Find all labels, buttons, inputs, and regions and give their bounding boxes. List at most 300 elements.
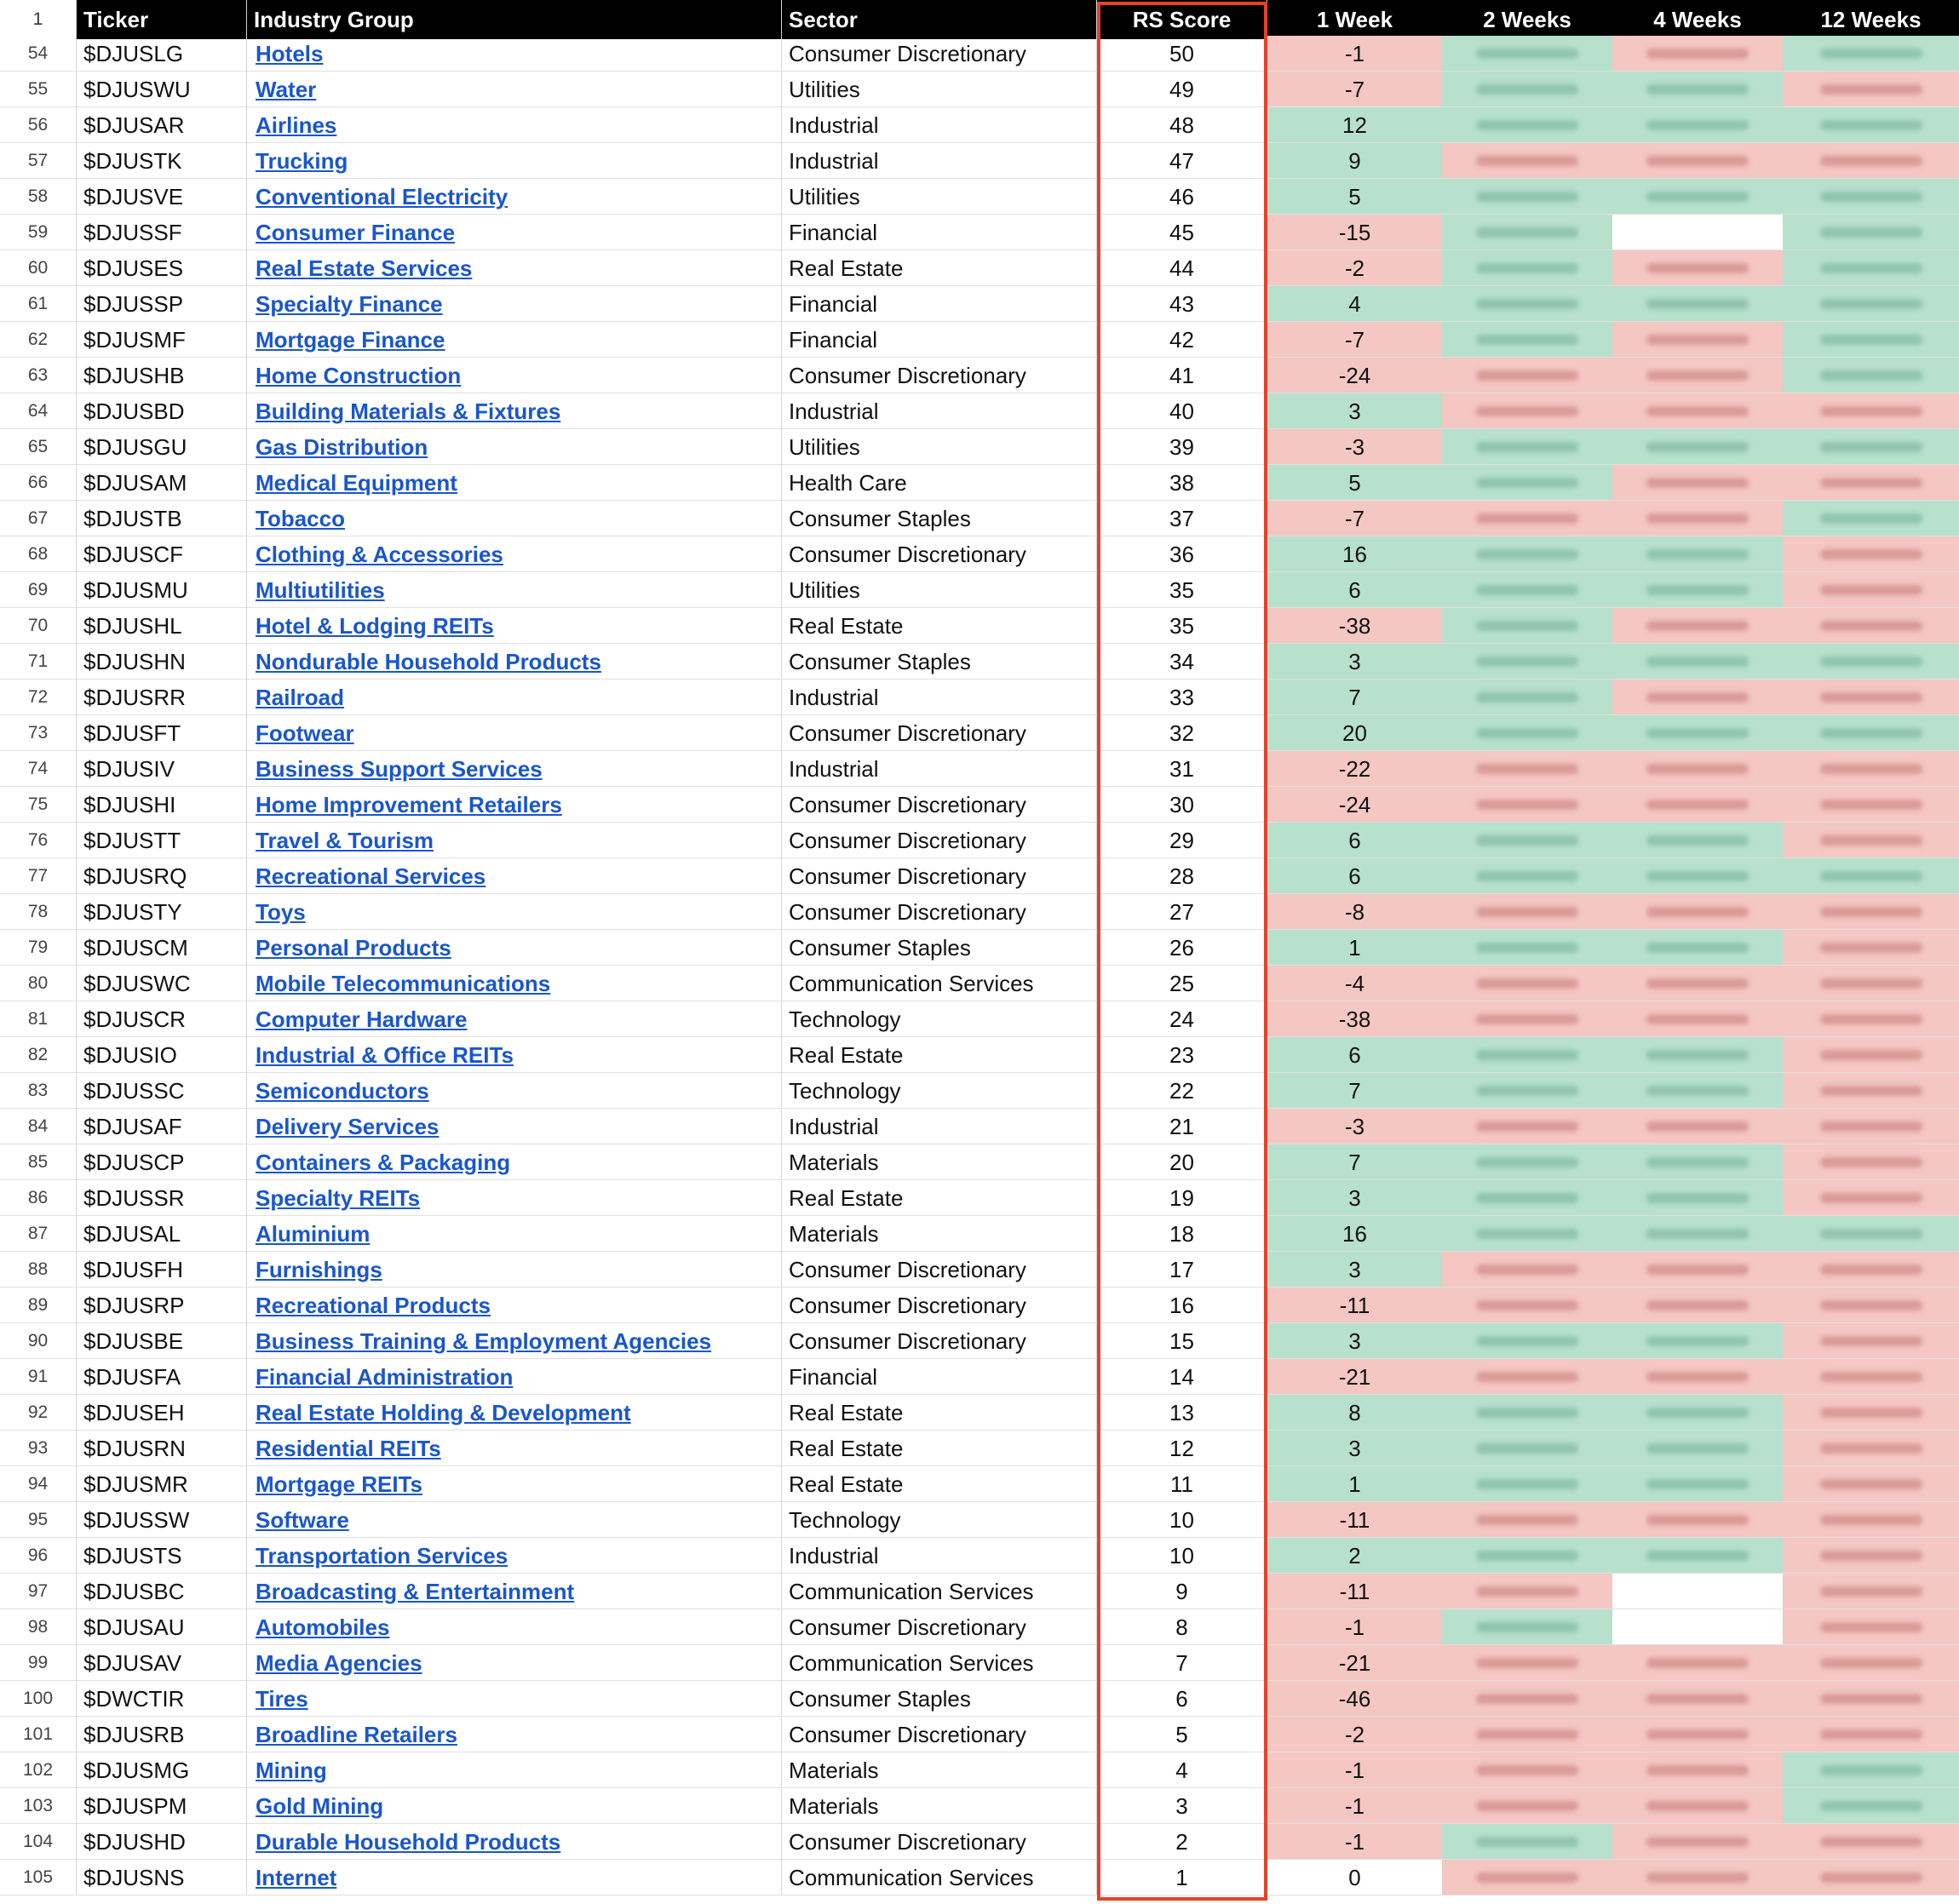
industry-group-cell[interactable]: [247, 1395, 782, 1431]
rs-score-cell[interactable]: 42: [1097, 322, 1267, 358]
sector-cell[interactable]: Real Estate: [782, 1431, 1097, 1466]
twelve-weeks-change-cell[interactable]: [1783, 501, 1959, 536]
four-weeks-change-cell[interactable]: [1612, 393, 1783, 429]
two-weeks-change-cell[interactable]: [1442, 1287, 1612, 1323]
rs-score-cell[interactable]: 25: [1097, 966, 1267, 1001]
twelve-weeks-change-cell[interactable]: [1783, 107, 1959, 143]
twelve-weeks-change-cell[interactable]: [1783, 1609, 1959, 1645]
industry-group-cell[interactable]: [247, 143, 782, 179]
ticker-cell[interactable]: $DJUSGU: [77, 429, 247, 465]
four-weeks-change-cell[interactable]: [1612, 1216, 1783, 1252]
four-weeks-change-cell[interactable]: [1612, 72, 1783, 107]
one-week-change-cell[interactable]: -8: [1267, 894, 1442, 930]
sector-cell[interactable]: Utilities: [782, 429, 1097, 465]
four-weeks-change-cell[interactable]: [1612, 143, 1783, 179]
industry-group-link[interactable]: Airlines: [256, 112, 337, 138]
rs-score-cell[interactable]: 4: [1097, 1752, 1267, 1788]
ticker-cell[interactable]: $DJUSNS: [77, 1860, 247, 1895]
two-weeks-change-cell[interactable]: [1442, 1788, 1612, 1824]
industry-group-cell[interactable]: [247, 1788, 782, 1824]
four-weeks-change-cell[interactable]: [1612, 1395, 1783, 1431]
twelve-weeks-change-cell[interactable]: [1783, 930, 1959, 966]
ticker-cell[interactable]: $DJUSCP: [77, 1144, 247, 1180]
col-header-rs-score[interactable]: RS Score: [1097, 0, 1267, 39]
row-number[interactable]: 1: [0, 0, 77, 39]
row-number[interactable]: 93: [0, 1431, 77, 1466]
rs-score-cell[interactable]: 40: [1097, 393, 1267, 429]
four-weeks-change-cell[interactable]: [1612, 608, 1783, 644]
industry-group-cell[interactable]: [247, 858, 782, 894]
row-number[interactable]: 86: [0, 1180, 77, 1216]
industry-group-link[interactable]: Aluminium: [256, 1221, 371, 1247]
sector-cell[interactable]: Consumer Discretionary: [782, 36, 1097, 72]
two-weeks-change-cell[interactable]: [1442, 1037, 1612, 1073]
row-number[interactable]: 76: [0, 823, 77, 858]
twelve-weeks-change-cell[interactable]: [1783, 1860, 1959, 1895]
industry-group-cell[interactable]: [247, 572, 782, 608]
industry-group-cell[interactable]: [247, 1717, 782, 1752]
one-week-change-cell[interactable]: -11: [1267, 1287, 1442, 1323]
sector-cell[interactable]: Technology: [782, 1502, 1097, 1538]
twelve-weeks-change-cell[interactable]: [1783, 1466, 1959, 1502]
sector-cell[interactable]: Industrial: [782, 680, 1097, 715]
one-week-change-cell[interactable]: 7: [1267, 1144, 1442, 1180]
row-number[interactable]: 63: [0, 358, 77, 393]
sector-cell[interactable]: Consumer Discretionary: [782, 787, 1097, 823]
col-header-4-weeks[interactable]: 4 Weeks: [1612, 0, 1783, 39]
rs-score-cell[interactable]: 23: [1097, 1037, 1267, 1073]
rs-score-cell[interactable]: 36: [1097, 536, 1267, 572]
two-weeks-change-cell[interactable]: [1442, 1252, 1612, 1287]
row-number[interactable]: 96: [0, 1538, 77, 1574]
one-week-change-cell[interactable]: 4: [1267, 286, 1442, 322]
one-week-change-cell[interactable]: 12: [1267, 107, 1442, 143]
four-weeks-change-cell[interactable]: [1612, 1502, 1783, 1538]
industry-group-cell[interactable]: [247, 72, 782, 107]
industry-group-cell[interactable]: [247, 751, 782, 787]
four-weeks-change-cell[interactable]: [1612, 1431, 1783, 1466]
one-week-change-cell[interactable]: -3: [1267, 1109, 1442, 1144]
industry-group-cell[interactable]: [247, 787, 782, 823]
sector-cell[interactable]: Utilities: [782, 72, 1097, 107]
four-weeks-change-cell[interactable]: [1612, 572, 1783, 608]
one-week-change-cell[interactable]: 3: [1267, 393, 1442, 429]
sector-cell[interactable]: Consumer Discretionary: [782, 1717, 1097, 1752]
ticker-cell[interactable]: $DJUSCF: [77, 536, 247, 572]
two-weeks-change-cell[interactable]: [1442, 715, 1612, 751]
one-week-change-cell[interactable]: -24: [1267, 787, 1442, 823]
two-weeks-change-cell[interactable]: [1442, 894, 1612, 930]
four-weeks-change-cell[interactable]: [1612, 858, 1783, 894]
four-weeks-change-cell[interactable]: [1612, 1752, 1783, 1788]
twelve-weeks-change-cell[interactable]: [1783, 1287, 1959, 1323]
row-number[interactable]: 78: [0, 894, 77, 930]
industry-group-cell[interactable]: [247, 429, 782, 465]
rs-score-cell[interactable]: 1: [1097, 1860, 1267, 1895]
industry-group-cell[interactable]: [247, 1001, 782, 1037]
industry-group-link[interactable]: Building Materials & Fixtures: [256, 399, 561, 424]
twelve-weeks-change-cell[interactable]: [1783, 215, 1959, 250]
four-weeks-change-cell[interactable]: [1612, 1717, 1783, 1752]
two-weeks-change-cell[interactable]: [1442, 1752, 1612, 1788]
twelve-weeks-change-cell[interactable]: [1783, 393, 1959, 429]
four-weeks-change-cell[interactable]: [1612, 286, 1783, 322]
row-number[interactable]: 75: [0, 787, 77, 823]
industry-group-link[interactable]: Home Improvement Retailers: [256, 792, 562, 817]
four-weeks-change-cell[interactable]: [1612, 1609, 1783, 1645]
two-weeks-change-cell[interactable]: [1442, 680, 1612, 715]
sector-cell[interactable]: Financial: [782, 1359, 1097, 1395]
sector-cell[interactable]: Industrial: [782, 393, 1097, 429]
twelve-weeks-change-cell[interactable]: [1783, 1216, 1959, 1252]
twelve-weeks-change-cell[interactable]: [1783, 1824, 1959, 1860]
industry-group-cell[interactable]: [247, 930, 782, 966]
industry-group-link[interactable]: Real Estate Holding & Development: [256, 1400, 631, 1425]
row-number[interactable]: 56: [0, 107, 77, 143]
two-weeks-change-cell[interactable]: [1442, 1216, 1612, 1252]
industry-group-cell[interactable]: [247, 107, 782, 143]
sector-cell[interactable]: Industrial: [782, 751, 1097, 787]
sector-cell[interactable]: Materials: [782, 1788, 1097, 1824]
four-weeks-change-cell[interactable]: [1612, 501, 1783, 536]
ticker-cell[interactable]: $DJUSMU: [77, 572, 247, 608]
industry-group-link[interactable]: Tires: [256, 1686, 308, 1712]
twelve-weeks-change-cell[interactable]: [1783, 572, 1959, 608]
one-week-change-cell[interactable]: -7: [1267, 72, 1442, 107]
industry-group-cell[interactable]: [247, 179, 782, 215]
industry-group-link[interactable]: Mining: [256, 1758, 327, 1783]
sector-cell[interactable]: Utilities: [782, 179, 1097, 215]
industry-group-cell[interactable]: [247, 966, 782, 1001]
twelve-weeks-change-cell[interactable]: [1783, 1538, 1959, 1574]
sector-cell[interactable]: Real Estate: [782, 1037, 1097, 1073]
two-weeks-change-cell[interactable]: [1442, 286, 1612, 322]
one-week-change-cell[interactable]: -1: [1267, 1824, 1442, 1860]
industry-group-cell[interactable]: [247, 286, 782, 322]
two-weeks-change-cell[interactable]: [1442, 1681, 1612, 1717]
rs-score-cell[interactable]: 49: [1097, 72, 1267, 107]
rs-score-cell[interactable]: 24: [1097, 1001, 1267, 1037]
row-number[interactable]: 99: [0, 1645, 77, 1681]
row-number[interactable]: 73: [0, 715, 77, 751]
one-week-change-cell[interactable]: 3: [1267, 1252, 1442, 1287]
one-week-change-cell[interactable]: -4: [1267, 966, 1442, 1001]
industry-group-link[interactable]: Software: [256, 1507, 349, 1533]
industry-group-link[interactable]: Gas Distribution: [256, 434, 428, 460]
four-weeks-change-cell[interactable]: [1612, 107, 1783, 143]
industry-group-link[interactable]: Toys: [256, 899, 306, 925]
row-number[interactable]: 70: [0, 608, 77, 644]
rs-score-cell[interactable]: 32: [1097, 715, 1267, 751]
row-number[interactable]: 95: [0, 1502, 77, 1538]
row-number[interactable]: 100: [0, 1681, 77, 1717]
rs-score-cell[interactable]: 37: [1097, 501, 1267, 536]
row-number[interactable]: 88: [0, 1252, 77, 1287]
ticker-cell[interactable]: $DJUSBC: [77, 1574, 247, 1609]
industry-group-link[interactable]: Tobacco: [256, 506, 345, 531]
sector-cell[interactable]: Financial: [782, 215, 1097, 250]
industry-group-cell[interactable]: [247, 644, 782, 680]
industry-group-cell[interactable]: [247, 501, 782, 536]
sector-cell[interactable]: Consumer Discretionary: [782, 894, 1097, 930]
twelve-weeks-change-cell[interactable]: [1783, 1717, 1959, 1752]
industry-group-link[interactable]: Home Construction: [256, 363, 462, 388]
rs-score-cell[interactable]: 31: [1097, 751, 1267, 787]
sector-cell[interactable]: Health Care: [782, 465, 1097, 501]
col-header-12-weeks[interactable]: 12 Weeks: [1783, 0, 1959, 39]
sector-cell[interactable]: Real Estate: [782, 1466, 1097, 1502]
rs-score-cell[interactable]: 18: [1097, 1216, 1267, 1252]
one-week-change-cell[interactable]: -1: [1267, 1609, 1442, 1645]
row-number[interactable]: 61: [0, 286, 77, 322]
industry-group-cell[interactable]: [247, 215, 782, 250]
rs-score-cell[interactable]: 20: [1097, 1144, 1267, 1180]
row-number[interactable]: 57: [0, 143, 77, 179]
ticker-cell[interactable]: $DJUSMG: [77, 1752, 247, 1788]
ticker-cell[interactable]: $DJUSRP: [77, 1287, 247, 1323]
rs-score-cell[interactable]: 6: [1097, 1681, 1267, 1717]
sector-cell[interactable]: Consumer Discretionary: [782, 358, 1097, 393]
rs-score-cell[interactable]: 35: [1097, 608, 1267, 644]
row-number[interactable]: 91: [0, 1359, 77, 1395]
one-week-change-cell[interactable]: -22: [1267, 751, 1442, 787]
one-week-change-cell[interactable]: 0: [1267, 1860, 1442, 1895]
two-weeks-change-cell[interactable]: [1442, 1323, 1612, 1359]
ticker-cell[interactable]: $DJUSIO: [77, 1037, 247, 1073]
row-number[interactable]: 101: [0, 1717, 77, 1752]
row-number[interactable]: 87: [0, 1216, 77, 1252]
ticker-cell[interactable]: $DJUSAL: [77, 1216, 247, 1252]
twelve-weeks-change-cell[interactable]: [1783, 823, 1959, 858]
row-number[interactable]: 81: [0, 1001, 77, 1037]
four-weeks-change-cell[interactable]: [1612, 1323, 1783, 1359]
rs-score-cell[interactable]: 7: [1097, 1645, 1267, 1681]
industry-group-link[interactable]: Medical Equipment: [256, 470, 457, 496]
sector-cell[interactable]: Consumer Staples: [782, 644, 1097, 680]
industry-group-link[interactable]: Travel & Tourism: [256, 828, 434, 853]
two-weeks-change-cell[interactable]: [1442, 930, 1612, 966]
rs-score-cell[interactable]: 29: [1097, 823, 1267, 858]
ticker-cell[interactable]: $DJUSFH: [77, 1252, 247, 1287]
sector-cell[interactable]: Technology: [782, 1073, 1097, 1109]
industry-group-cell[interactable]: [247, 823, 782, 858]
industry-group-link[interactable]: Mortgage Finance: [256, 327, 445, 353]
two-weeks-change-cell[interactable]: [1442, 358, 1612, 393]
two-weeks-change-cell[interactable]: [1442, 429, 1612, 465]
twelve-weeks-change-cell[interactable]: [1783, 1431, 1959, 1466]
industry-group-link[interactable]: Footwear: [256, 720, 354, 746]
four-weeks-change-cell[interactable]: [1612, 1681, 1783, 1717]
two-weeks-change-cell[interactable]: [1442, 393, 1612, 429]
industry-group-link[interactable]: Mobile Telecommunications: [256, 971, 551, 996]
row-number[interactable]: 84: [0, 1109, 77, 1144]
industry-group-cell[interactable]: [247, 1216, 782, 1252]
row-number[interactable]: 68: [0, 536, 77, 572]
rs-score-cell[interactable]: 14: [1097, 1359, 1267, 1395]
industry-group-link[interactable]: Business Support Services: [256, 756, 543, 782]
one-week-change-cell[interactable]: -38: [1267, 608, 1442, 644]
sector-cell[interactable]: Consumer Discretionary: [782, 1323, 1097, 1359]
twelve-weeks-change-cell[interactable]: [1783, 1502, 1959, 1538]
twelve-weeks-change-cell[interactable]: [1783, 1252, 1959, 1287]
twelve-weeks-change-cell[interactable]: [1783, 1574, 1959, 1609]
row-number[interactable]: 77: [0, 858, 77, 894]
twelve-weeks-change-cell[interactable]: [1783, 179, 1959, 215]
twelve-weeks-change-cell[interactable]: [1783, 894, 1959, 930]
four-weeks-change-cell[interactable]: [1612, 322, 1783, 358]
one-week-change-cell[interactable]: -1: [1267, 36, 1442, 72]
sector-cell[interactable]: Consumer Discretionary: [782, 536, 1097, 572]
rs-score-cell[interactable]: 27: [1097, 894, 1267, 930]
row-number[interactable]: 89: [0, 1287, 77, 1323]
rs-score-cell[interactable]: 45: [1097, 215, 1267, 250]
col-header-2-weeks[interactable]: 2 Weeks: [1442, 0, 1612, 39]
one-week-change-cell[interactable]: 7: [1267, 1073, 1442, 1109]
twelve-weeks-change-cell[interactable]: [1783, 680, 1959, 715]
four-weeks-change-cell[interactable]: [1612, 930, 1783, 966]
two-weeks-change-cell[interactable]: [1442, 36, 1612, 72]
col-header-industry-group[interactable]: Industry Group: [247, 0, 782, 39]
industry-group-link[interactable]: Financial Administration: [256, 1364, 514, 1390]
two-weeks-change-cell[interactable]: [1442, 1502, 1612, 1538]
twelve-weeks-change-cell[interactable]: [1783, 465, 1959, 501]
industry-group-cell[interactable]: [247, 36, 782, 72]
twelve-weeks-change-cell[interactable]: [1783, 250, 1959, 286]
four-weeks-change-cell[interactable]: [1612, 751, 1783, 787]
ticker-cell[interactable]: $DJUSAV: [77, 1645, 247, 1681]
rs-score-cell[interactable]: 47: [1097, 143, 1267, 179]
industry-group-link[interactable]: Computer Hardware: [256, 1006, 468, 1032]
two-weeks-change-cell[interactable]: [1442, 787, 1612, 823]
four-weeks-change-cell[interactable]: [1612, 787, 1783, 823]
ticker-cell[interactable]: $DJUSFA: [77, 1359, 247, 1395]
industry-group-link[interactable]: Containers & Packaging: [256, 1150, 511, 1175]
one-week-change-cell[interactable]: 1: [1267, 930, 1442, 966]
row-number[interactable]: 58: [0, 179, 77, 215]
industry-group-cell[interactable]: [247, 322, 782, 358]
ticker-cell[interactable]: $DJUSRR: [77, 680, 247, 715]
ticker-cell[interactable]: $DJUSSW: [77, 1502, 247, 1538]
sector-cell[interactable]: Industrial: [782, 107, 1097, 143]
row-number[interactable]: 59: [0, 215, 77, 250]
ticker-cell[interactable]: $DJUSAF: [77, 1109, 247, 1144]
ticker-cell[interactable]: $DJUSSF: [77, 215, 247, 250]
rs-score-cell[interactable]: 35: [1097, 572, 1267, 608]
ticker-cell[interactable]: $DJUSTS: [77, 1538, 247, 1574]
one-week-change-cell[interactable]: -24: [1267, 358, 1442, 393]
two-weeks-change-cell[interactable]: [1442, 1860, 1612, 1895]
row-number[interactable]: 80: [0, 966, 77, 1001]
industry-group-link[interactable]: Furnishings: [256, 1257, 382, 1282]
industry-group-link[interactable]: Transportation Services: [256, 1543, 508, 1569]
industry-group-cell[interactable]: [247, 1287, 782, 1323]
industry-group-cell[interactable]: [247, 393, 782, 429]
two-weeks-change-cell[interactable]: [1442, 608, 1612, 644]
four-weeks-change-cell[interactable]: [1612, 1287, 1783, 1323]
sector-cell[interactable]: Consumer Staples: [782, 1681, 1097, 1717]
two-weeks-change-cell[interactable]: [1442, 1395, 1612, 1431]
four-weeks-change-cell[interactable]: [1612, 36, 1783, 72]
ticker-cell[interactable]: $DJUSTY: [77, 894, 247, 930]
sector-cell[interactable]: Real Estate: [782, 1395, 1097, 1431]
twelve-weeks-change-cell[interactable]: [1783, 787, 1959, 823]
industry-group-cell[interactable]: [247, 1645, 782, 1681]
industry-group-cell[interactable]: [247, 1681, 782, 1717]
four-weeks-change-cell[interactable]: [1612, 1109, 1783, 1144]
twelve-weeks-change-cell[interactable]: [1783, 751, 1959, 787]
rs-score-cell[interactable]: 11: [1097, 1466, 1267, 1502]
ticker-cell[interactable]: $DJUSHL: [77, 608, 247, 644]
row-number[interactable]: 54: [0, 36, 77, 72]
twelve-weeks-change-cell[interactable]: [1783, 858, 1959, 894]
industry-group-link[interactable]: Consumer Finance: [256, 220, 456, 245]
twelve-weeks-change-cell[interactable]: [1783, 1073, 1959, 1109]
rs-score-cell[interactable]: 26: [1097, 930, 1267, 966]
four-weeks-change-cell[interactable]: [1612, 1860, 1783, 1895]
industry-group-link[interactable]: Nondurable Household Products: [256, 649, 601, 674]
rs-score-cell[interactable]: 13: [1097, 1395, 1267, 1431]
four-weeks-change-cell[interactable]: [1612, 1073, 1783, 1109]
industry-group-link[interactable]: Media Agencies: [256, 1650, 422, 1676]
four-weeks-change-cell[interactable]: [1612, 1466, 1783, 1502]
industry-group-cell[interactable]: [247, 1073, 782, 1109]
one-week-change-cell[interactable]: 3: [1267, 1180, 1442, 1216]
sector-cell[interactable]: Industrial: [782, 1538, 1097, 1574]
rs-score-cell[interactable]: 41: [1097, 358, 1267, 393]
twelve-weeks-change-cell[interactable]: [1783, 1788, 1959, 1824]
two-weeks-change-cell[interactable]: [1442, 465, 1612, 501]
industry-group-link[interactable]: Mortgage REITs: [256, 1471, 422, 1497]
two-weeks-change-cell[interactable]: [1442, 1073, 1612, 1109]
four-weeks-change-cell[interactable]: [1612, 823, 1783, 858]
industry-group-link[interactable]: Industrial & Office REITs: [256, 1042, 514, 1068]
one-week-change-cell[interactable]: 9: [1267, 143, 1442, 179]
one-week-change-cell[interactable]: 16: [1267, 536, 1442, 572]
industry-group-cell[interactable]: [247, 1180, 782, 1216]
sector-cell[interactable]: Consumer Staples: [782, 930, 1097, 966]
ticker-cell[interactable]: $DJUSAU: [77, 1609, 247, 1645]
twelve-weeks-change-cell[interactable]: [1783, 1645, 1959, 1681]
two-weeks-change-cell[interactable]: [1442, 536, 1612, 572]
ticker-cell[interactable]: $DJUSMR: [77, 1466, 247, 1502]
industry-group-cell[interactable]: [247, 250, 782, 286]
industry-group-link[interactable]: Specialty Finance: [256, 291, 443, 317]
four-weeks-change-cell[interactable]: [1612, 1574, 1783, 1609]
one-week-change-cell[interactable]: 6: [1267, 572, 1442, 608]
one-week-change-cell[interactable]: 2: [1267, 1538, 1442, 1574]
sector-cell[interactable]: Financial: [782, 286, 1097, 322]
row-number[interactable]: 94: [0, 1466, 77, 1502]
row-number[interactable]: 83: [0, 1073, 77, 1109]
ticker-cell[interactable]: $DJUSAM: [77, 465, 247, 501]
ticker-cell[interactable]: $DJUSTB: [77, 501, 247, 536]
industry-group-link[interactable]: Trucking: [256, 148, 348, 174]
four-weeks-change-cell[interactable]: [1612, 1252, 1783, 1287]
rs-score-cell[interactable]: 19: [1097, 1180, 1267, 1216]
rs-score-cell[interactable]: 17: [1097, 1252, 1267, 1287]
col-header-sector[interactable]: Sector: [782, 0, 1097, 39]
industry-group-link[interactable]: Water: [256, 77, 317, 102]
two-weeks-change-cell[interactable]: [1442, 1645, 1612, 1681]
industry-group-link[interactable]: Real Estate Services: [256, 255, 473, 281]
ticker-cell[interactable]: $DJUSWC: [77, 966, 247, 1001]
four-weeks-change-cell[interactable]: [1612, 644, 1783, 680]
four-weeks-change-cell[interactable]: [1612, 966, 1783, 1001]
rs-score-cell[interactable]: 38: [1097, 465, 1267, 501]
four-weeks-change-cell[interactable]: [1612, 1001, 1783, 1037]
row-number[interactable]: 65: [0, 429, 77, 465]
one-week-change-cell[interactable]: 6: [1267, 858, 1442, 894]
